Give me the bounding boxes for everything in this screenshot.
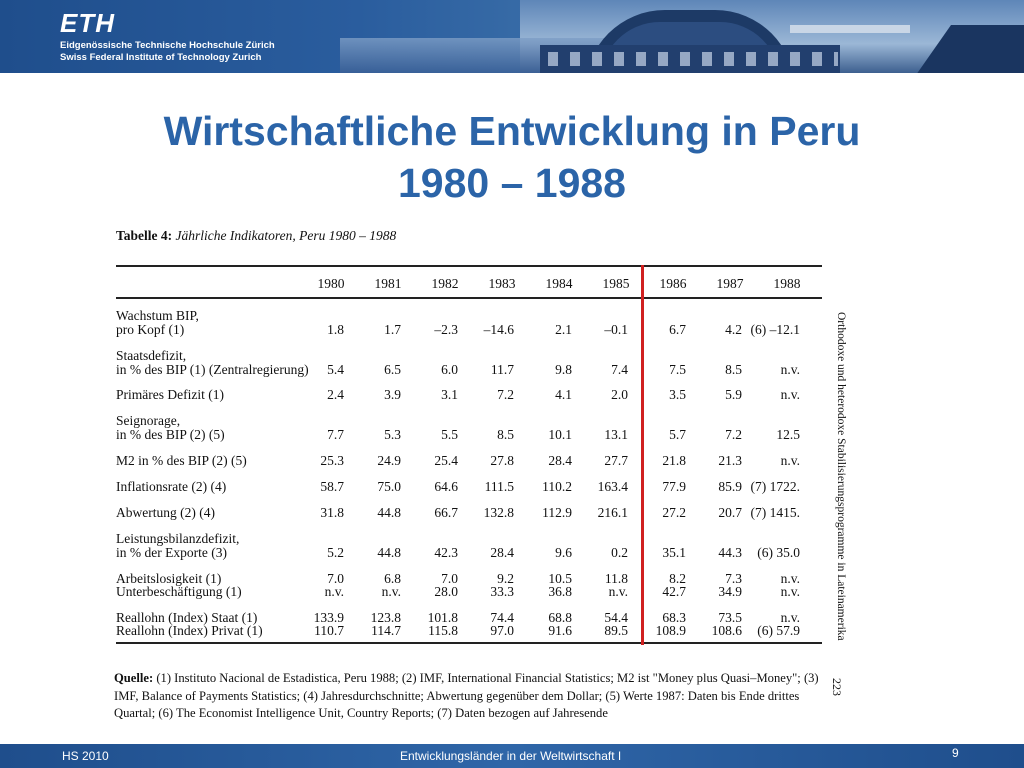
row-label: Leistungsbilanzdefizit, xyxy=(116,531,240,546)
regime-change-line xyxy=(641,265,644,645)
table-cell: 110.2 xyxy=(542,479,572,494)
table-cell: 25.4 xyxy=(434,453,458,468)
footer-bar xyxy=(0,744,1024,768)
table-cell: 5.5 xyxy=(441,427,458,442)
slide-title xyxy=(0,105,1024,209)
row-label: Wachstum BIP, xyxy=(116,308,199,323)
table-cell: 28.4 xyxy=(548,453,572,468)
table-cell: 74.4 xyxy=(490,610,514,625)
table-cell: 123.8 xyxy=(370,610,401,625)
table-cell: 91.6 xyxy=(548,623,572,638)
table-cell: 163.4 xyxy=(597,479,628,494)
table-cell: 3.5 xyxy=(669,387,686,402)
table-cell: 3.9 xyxy=(384,387,401,402)
table-cell: 27.7 xyxy=(604,453,628,468)
table-cell: 9.2 xyxy=(497,571,514,586)
table-cell: 20.7 xyxy=(718,505,742,520)
table-cell: 44.8 xyxy=(377,545,401,560)
table-cell: n.v. xyxy=(780,584,800,599)
table-cell: 7.2 xyxy=(725,427,742,442)
banner-windows xyxy=(548,52,838,66)
table-cell: 6.5 xyxy=(384,362,401,377)
table-cell: 12.5 xyxy=(776,427,800,442)
table-cell: 101.8 xyxy=(427,610,458,625)
table-cell: 89.5 xyxy=(604,623,628,638)
table-cell: 68.8 xyxy=(548,610,572,625)
table-cell: 7.4 xyxy=(611,362,628,377)
row-label: M2 in % des BIP (2) (5) xyxy=(116,453,247,468)
table-cell: 11.8 xyxy=(604,571,628,586)
footer-course-title: Entwicklungsländer in der Weltwirtschaft I xyxy=(400,749,622,763)
year-header-cell: 1982 xyxy=(431,276,459,291)
table-cell: 7.0 xyxy=(327,571,344,586)
table-cell: 66.7 xyxy=(434,505,458,520)
table-cell: n.v. xyxy=(324,584,344,599)
table-cell: 8.2 xyxy=(669,571,686,586)
table-cell: n.v. xyxy=(381,584,401,599)
table-cell: 34.9 xyxy=(718,584,742,599)
table-cell: 132.8 xyxy=(483,505,514,520)
year-header-cell: 1984 xyxy=(545,276,573,291)
table-cell: n.v. xyxy=(780,362,800,377)
table-caption-text: Jährliche Indikatoren, Peru 1980 – 1988 xyxy=(175,228,397,243)
indicator-table xyxy=(112,222,852,722)
table-cell: 13.1 xyxy=(604,427,628,442)
table-cell: 2.4 xyxy=(327,387,344,402)
table-cell: 27.2 xyxy=(662,505,686,520)
table-cell: 5.2 xyxy=(327,545,344,560)
table-cell: 216.1 xyxy=(597,505,628,520)
table-cell: n.v. xyxy=(780,571,800,586)
year-header-cell: 1985 xyxy=(602,276,630,291)
table-caption-label: Tabelle 4: xyxy=(116,228,173,243)
table-cell: 10.5 xyxy=(548,571,572,586)
table-cell: 7.2 xyxy=(497,387,514,402)
row-label: Primäres Defizit (1) xyxy=(116,387,224,402)
year-header-cell: 1988 xyxy=(773,276,801,291)
table-cell: n.v. xyxy=(608,584,628,599)
eth-logo: ETH xyxy=(60,8,115,38)
table-cell: 1.7 xyxy=(384,322,401,337)
table-cell: 110.7 xyxy=(314,623,344,638)
table-cell: 5.9 xyxy=(725,387,742,402)
table-cell: 97.0 xyxy=(490,623,514,638)
table-cell: n.v. xyxy=(780,610,800,625)
table-cell: 77.9 xyxy=(662,479,686,494)
year-header-cell: 1987 xyxy=(716,276,744,291)
table-cell: 5.3 xyxy=(384,427,401,442)
table-cell: (7) 1722. xyxy=(750,479,800,494)
table-cell: –2.3 xyxy=(434,322,458,337)
row-label: Abwertung (2) (4) xyxy=(116,505,215,520)
table-cell: 33.3 xyxy=(490,584,514,599)
slide-title-line1: Wirtschaftliche Entwicklung in Peru xyxy=(163,108,861,154)
table-cell: (6) 35.0 xyxy=(757,545,800,560)
table-cell: 8.5 xyxy=(497,427,514,442)
row-label: Unterbeschäftigung (1) xyxy=(116,584,242,599)
book-page-number: 223 xyxy=(830,678,844,696)
table-cell: 9.8 xyxy=(555,362,572,377)
row-label: Reallohn (Index) Privat (1) xyxy=(116,623,263,638)
table-caption xyxy=(116,228,396,244)
table-cell: 7.7 xyxy=(327,427,344,442)
table-cell: 6.8 xyxy=(384,571,401,586)
table-cell: (6) –12.1 xyxy=(750,322,800,337)
table-cell: 24.9 xyxy=(377,453,401,468)
eth-name-german: Eidgenössische Technische Hochschule Zürich xyxy=(60,40,275,51)
table-cell: 9.6 xyxy=(555,545,572,560)
table-cell: 11.7 xyxy=(490,362,514,377)
table-cell: 75.0 xyxy=(377,479,401,494)
table-header-rule xyxy=(116,297,822,299)
table-cell: 5.4 xyxy=(327,362,344,377)
table-cell: 36.8 xyxy=(548,584,572,599)
table-cell: 25.3 xyxy=(320,453,344,468)
row-label: Inflationsrate (2) (4) xyxy=(116,479,227,494)
slide-title-line2: 1980 – 1988 xyxy=(397,160,626,206)
table-cell: (7) 1415. xyxy=(750,505,800,520)
table-cell: 27.8 xyxy=(490,453,514,468)
table-cell: 73.5 xyxy=(718,610,742,625)
table-cell: 6.7 xyxy=(669,322,686,337)
row-label: Staatsdefizit, xyxy=(116,348,187,363)
table-cell: 2.1 xyxy=(555,322,572,337)
book-side-title: Orthodoxe und heterodoxe Stabilisierungsprogramme in Lateinamerika xyxy=(835,312,847,641)
table-cell: 44.8 xyxy=(377,505,401,520)
banner-roof xyxy=(790,25,910,33)
table-cell: 35.1 xyxy=(662,545,686,560)
row-label: Seignorage, xyxy=(116,413,181,428)
table-cell: 28.0 xyxy=(434,584,458,599)
table-cell: 0.2 xyxy=(611,545,628,560)
year-header-cell: 1981 xyxy=(374,276,402,291)
table-cell: 68.3 xyxy=(662,610,686,625)
row-label: in % des BIP (1) (Zentralregierung) xyxy=(116,362,309,377)
footer-semester: HS 2010 xyxy=(62,749,109,763)
footer-page-number: 9 xyxy=(952,746,959,760)
table-cell: 3.1 xyxy=(441,387,458,402)
table-cell: 108.9 xyxy=(655,623,686,638)
row-label: Arbeitslosigkeit (1) xyxy=(116,571,222,586)
table-cell: 44.3 xyxy=(718,545,742,560)
year-header-cell: 1983 xyxy=(488,276,516,291)
table-cell: 7.0 xyxy=(441,571,458,586)
table-cell: 8.5 xyxy=(725,362,742,377)
table-top-rule xyxy=(116,265,822,267)
table-cell: –14.6 xyxy=(483,322,514,337)
row-label: in % des BIP (2) (5) xyxy=(116,427,225,442)
table-cell: (6) 57.9 xyxy=(757,623,800,638)
table-cell: 42.7 xyxy=(662,584,686,599)
row-label: pro Kopf (1) xyxy=(116,322,185,337)
table-cell: 7.3 xyxy=(725,571,742,586)
table-cell: 10.1 xyxy=(548,427,572,442)
table-cell: 111.5 xyxy=(484,479,514,494)
table-cell: 112.9 xyxy=(542,505,572,520)
row-label: Reallohn (Index) Staat (1) xyxy=(116,610,258,625)
table-cell: 85.9 xyxy=(718,479,742,494)
table-cell: 21.8 xyxy=(662,453,686,468)
table-cell: 133.9 xyxy=(313,610,344,625)
table-cell: 4.2 xyxy=(725,322,742,337)
table-cell: n.v. xyxy=(780,453,800,468)
source-label: Quelle: xyxy=(114,671,154,685)
table-cell: 42.3 xyxy=(434,545,458,560)
table-cell: 54.4 xyxy=(604,610,628,625)
source-text: (1) Instituto Nacional de Estadistica, Peru 1988; (2) IMF, International Financial Statistics; M2 ist "Money plus Quasi–Money"; (3) IMF, Balance of Payments Statistics; (4) Jahresdurchschnitte; Abwertung gegenüber dem Dollar; (5) Werte 1987: Daten bis Ende drittes Quartal; (6) The Economist Intelligence Unit, Country Reports; (7) Daten bezogen auf Jahresende xyxy=(114,671,819,720)
year-header-cell: 1986 xyxy=(659,276,687,291)
table-bottom-rule xyxy=(116,642,822,644)
table-cell: 7.5 xyxy=(669,362,686,377)
table-cell: 31.8 xyxy=(320,505,344,520)
table-cell: 114.7 xyxy=(371,623,401,638)
row-label: in % der Exporte (3) xyxy=(116,545,227,560)
table-cell: 64.6 xyxy=(434,479,458,494)
table-cell: 58.7 xyxy=(320,479,344,494)
table-cell: 1.8 xyxy=(327,322,344,337)
table-source-note xyxy=(114,670,826,723)
year-header-cell: 1980 xyxy=(317,276,345,291)
table-cell: 108.6 xyxy=(711,623,742,638)
table-cell: 21.3 xyxy=(718,453,742,468)
table-cell: 4.1 xyxy=(555,387,572,402)
table-cell: 5.7 xyxy=(669,427,686,442)
header-banner xyxy=(0,0,1024,73)
table-cell: 6.0 xyxy=(441,362,458,377)
table-cell: –0.1 xyxy=(604,322,628,337)
table-cell: 115.8 xyxy=(428,623,458,638)
table-cell: 28.4 xyxy=(490,545,514,560)
eth-name-english: Swiss Federal Institute of Technology Zurich xyxy=(60,52,262,63)
table-cell: 2.0 xyxy=(611,387,628,402)
table-cell: n.v. xyxy=(780,387,800,402)
